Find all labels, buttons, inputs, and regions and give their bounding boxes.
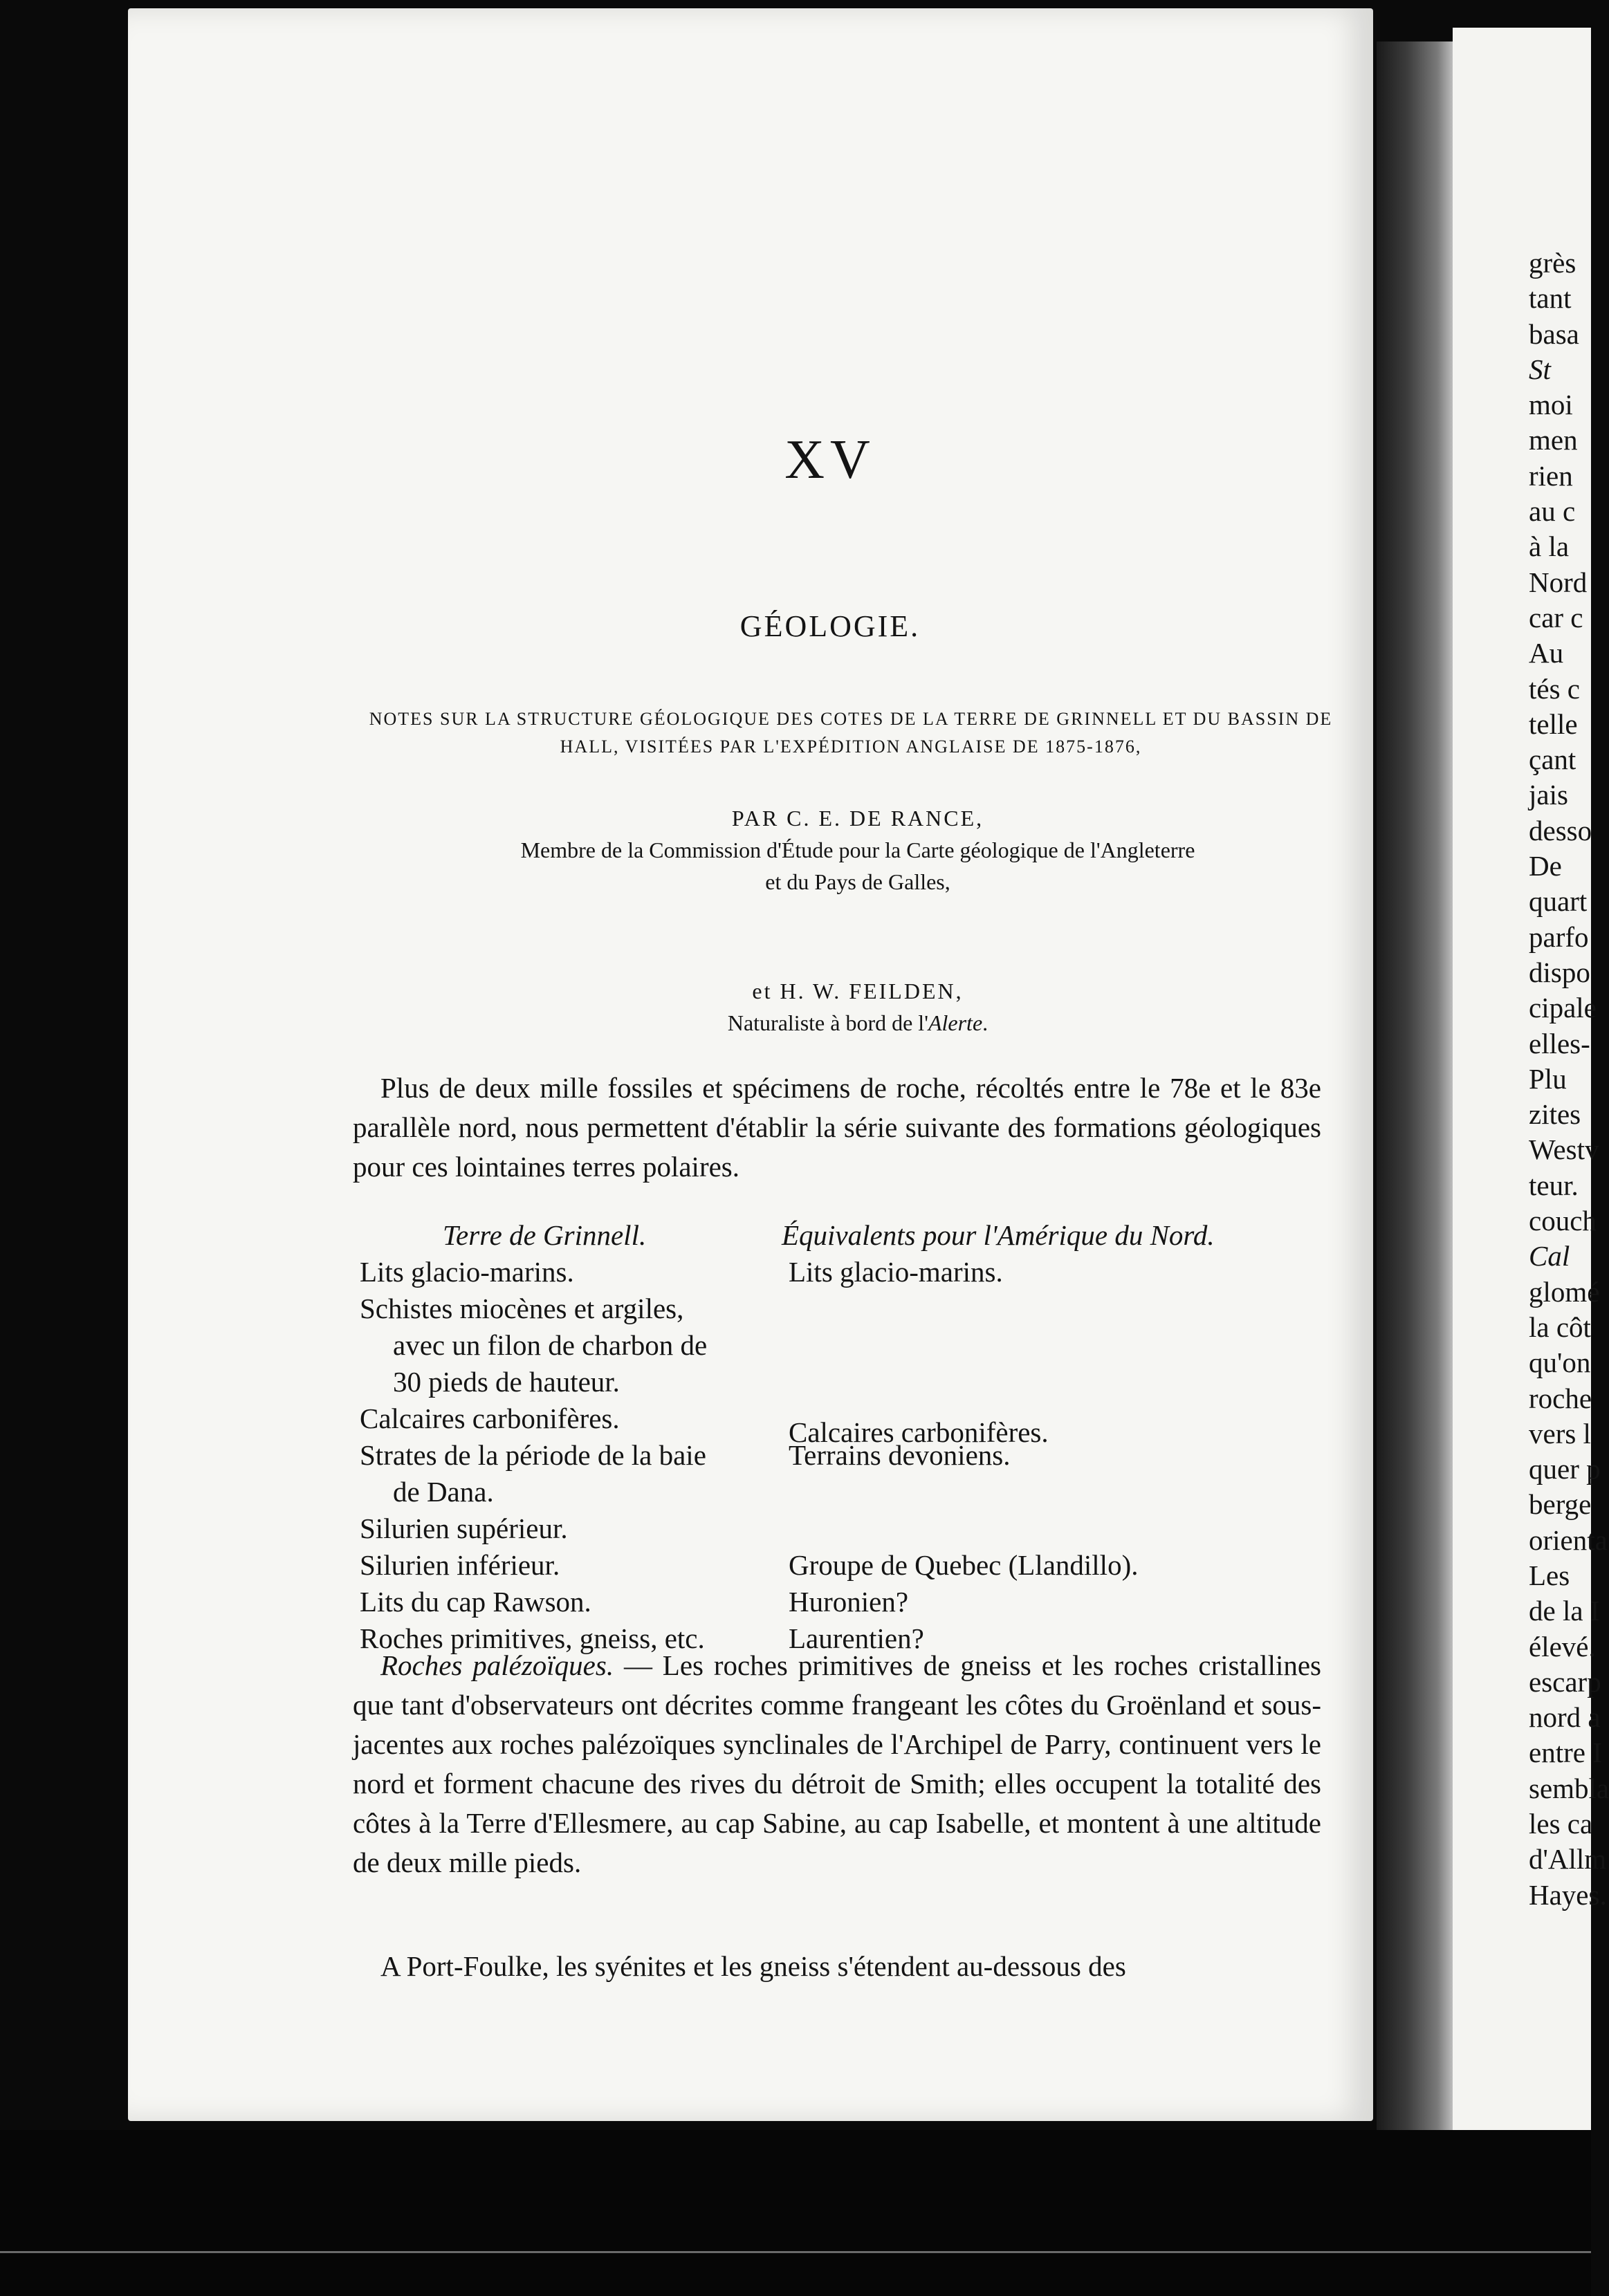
right-page-line: desso xyxy=(1529,814,1592,846)
table-cell: Lits du cap Rawson. xyxy=(360,1586,591,1618)
table-cell: Silurien supérieur. xyxy=(360,1512,568,1544)
right-page-line: tant xyxy=(1529,282,1572,315)
right-page-line: De xyxy=(1529,850,1562,882)
right-page-text xyxy=(1529,246,1609,1913)
right-page-line: telle xyxy=(1529,707,1578,740)
table-cell: Calcaires carbonifères. xyxy=(789,1416,1049,1448)
right-page-line: quart xyxy=(1529,885,1588,918)
table-cell: Huronien? xyxy=(789,1586,909,1618)
table-header-left: Terre de Grinnell. xyxy=(443,1219,647,1251)
formation-table xyxy=(360,1217,1328,1657)
right-page-line: orienta xyxy=(1529,1524,1608,1556)
right-page-line: nord a xyxy=(1529,1701,1601,1734)
intro-paragraph: Plus de deux mille fossiles et spécimens de roche, récoltés entre le 78e et le 83e parallèle nord, nous permettent d'établir la série suivante des formations géologiques pour ces lointaines terres polaires. xyxy=(353,1072,1321,1183)
right-page-line: à la xyxy=(1529,530,1570,563)
right-page-line: jais xyxy=(1529,779,1568,811)
table-cell-line: avec un filon de charbon de xyxy=(393,1329,708,1361)
right-page-line: quer p xyxy=(1529,1453,1601,1485)
paragraph-body: — Les roches primitives de gneiss et les roches cristallines que tant d'observateurs ont décrites comme frangeant les côtes du Groënland et sous-jacentes aux roches palézoïques synclinales de l'Archipel de Parry, continuent vers le nord et forment chacune des rives du détroit de Smith; elles occupent la totalité des côtes à la Terre d'Ellesmere, au cap Sabine, au cap Isabelle, et montent à une altitude de deux mille pieds. xyxy=(353,1649,1322,1878)
table-cell xyxy=(360,1290,789,1400)
table-cell: Laurentien? xyxy=(789,1622,924,1654)
coauthor-role-suffix: . xyxy=(982,1010,989,1035)
right-page-line: sembla xyxy=(1529,1772,1609,1804)
right-page-line: de la I xyxy=(1529,1595,1600,1627)
right-page-line: Nord xyxy=(1529,566,1588,598)
right-page-line: vers l xyxy=(1529,1417,1591,1450)
book-gutter xyxy=(1377,41,1453,2130)
table-cell-line: 30 pieds de hauteur. xyxy=(393,1366,620,1398)
right-page-line: escarp xyxy=(1529,1665,1601,1698)
right-page-line: rien xyxy=(1529,459,1573,492)
right-page-line: St xyxy=(1529,353,1551,385)
table-cell-line: Strates de la période de la baie xyxy=(360,1439,706,1471)
right-page-line: les ca xyxy=(1529,1808,1593,1840)
right-page-line: dispo xyxy=(1529,956,1590,988)
table-cell: Lits glacio-marins. xyxy=(789,1256,1003,1288)
right-page-line: tés c xyxy=(1529,672,1580,705)
author-block-1 xyxy=(408,802,1307,898)
chapter-number: XV xyxy=(784,429,876,490)
subtitle: NOTES SUR LA STRUCTURE GÉOLOGIQUE DES COTES DE LA TERRE DE GRINNELL ET DU BASSIN DE HALL, VISITÉES PAR L'EXPÉDITION ANGLAISE DE 1875-1876, xyxy=(369,709,1333,757)
author-name: PAR C. E. DE RANCE, xyxy=(731,806,984,831)
right-page-line: Westv xyxy=(1529,1133,1599,1166)
right-page-line: au c xyxy=(1529,495,1576,528)
right-page-line: moi xyxy=(1529,389,1573,421)
coauthor-name: et H. W. FEILDEN, xyxy=(752,979,964,1003)
right-page-line: d'Allm xyxy=(1529,1843,1607,1876)
table-header-right: Équivalents pour l'Amérique du Nord. xyxy=(782,1219,1215,1251)
right-page-line: entre I xyxy=(1529,1737,1602,1769)
coauthor-role-prefix: Naturaliste à bord de l' xyxy=(727,1010,928,1035)
author-role-cont: et du Pays de Galles, xyxy=(765,869,950,894)
table-cell: Silurien inférieur. xyxy=(360,1549,560,1581)
right-page-line: élevé. xyxy=(1529,1630,1596,1663)
right-page-line: men xyxy=(1529,424,1578,456)
right-page-line: Les xyxy=(1529,1559,1570,1591)
port-foulke-paragraph: A Port-Foulke, les syénites et les gneiss s'étendent au-dessous des xyxy=(380,1950,1126,1982)
right-page-line: grès xyxy=(1529,247,1576,279)
right-page-line: Hayes. xyxy=(1529,1878,1607,1911)
table-cell: Calcaires carbonifères. xyxy=(360,1402,620,1434)
right-page-line: Au xyxy=(1529,637,1564,669)
right-page-line: cipale xyxy=(1529,992,1597,1024)
right-page-line: roche xyxy=(1529,1382,1592,1414)
right-page-line: teur. xyxy=(1529,1169,1579,1201)
right-page-line: parfo xyxy=(1529,920,1589,953)
section-title: GÉOLOGIE. xyxy=(739,609,921,643)
scan-edge-line xyxy=(0,2251,1591,2253)
right-page-line: çant xyxy=(1529,743,1576,776)
paragraph-lead: Roches palézoïques. xyxy=(380,1649,614,1681)
right-page-line: couch xyxy=(1529,1205,1597,1237)
author-block-2 xyxy=(408,975,1307,1039)
author-role: Membre de la Commission d'Étude pour la Carte géologique de l'Angleterre xyxy=(520,837,1195,862)
coauthor-role xyxy=(408,1007,1307,1039)
paleozoic-paragraph xyxy=(353,1646,1321,1882)
table-cell-line: Schistes miocènes et argiles, xyxy=(360,1293,684,1324)
scan-bottom-edge xyxy=(0,2130,1591,2296)
right-page-line: glomé xyxy=(1529,1275,1600,1308)
table-cell: Roches primitives, gneiss, etc. xyxy=(360,1622,705,1654)
table-cell xyxy=(360,1437,789,1510)
right-page-line: Plu xyxy=(1529,1062,1567,1095)
right-page-line: car c xyxy=(1529,601,1583,633)
ship-name: Alerte xyxy=(928,1010,983,1035)
right-page-line: berge xyxy=(1529,1488,1592,1521)
right-page-line: basa xyxy=(1529,317,1579,350)
right-page-line: Cal xyxy=(1529,1240,1570,1272)
right-page-line: la côt xyxy=(1529,1311,1591,1343)
table-cell: Groupe de Quebec (Llandillo). xyxy=(789,1549,1139,1581)
table-cell: Terrains devoniens. xyxy=(789,1439,1011,1471)
right-page-line: elles- xyxy=(1529,1027,1590,1059)
table-cell-line: de Dana. xyxy=(393,1476,494,1508)
right-page-line: zites xyxy=(1529,1098,1581,1131)
table-cell: Lits glacio-marins. xyxy=(360,1256,574,1288)
right-page-line: qu'on xyxy=(1529,1346,1591,1379)
